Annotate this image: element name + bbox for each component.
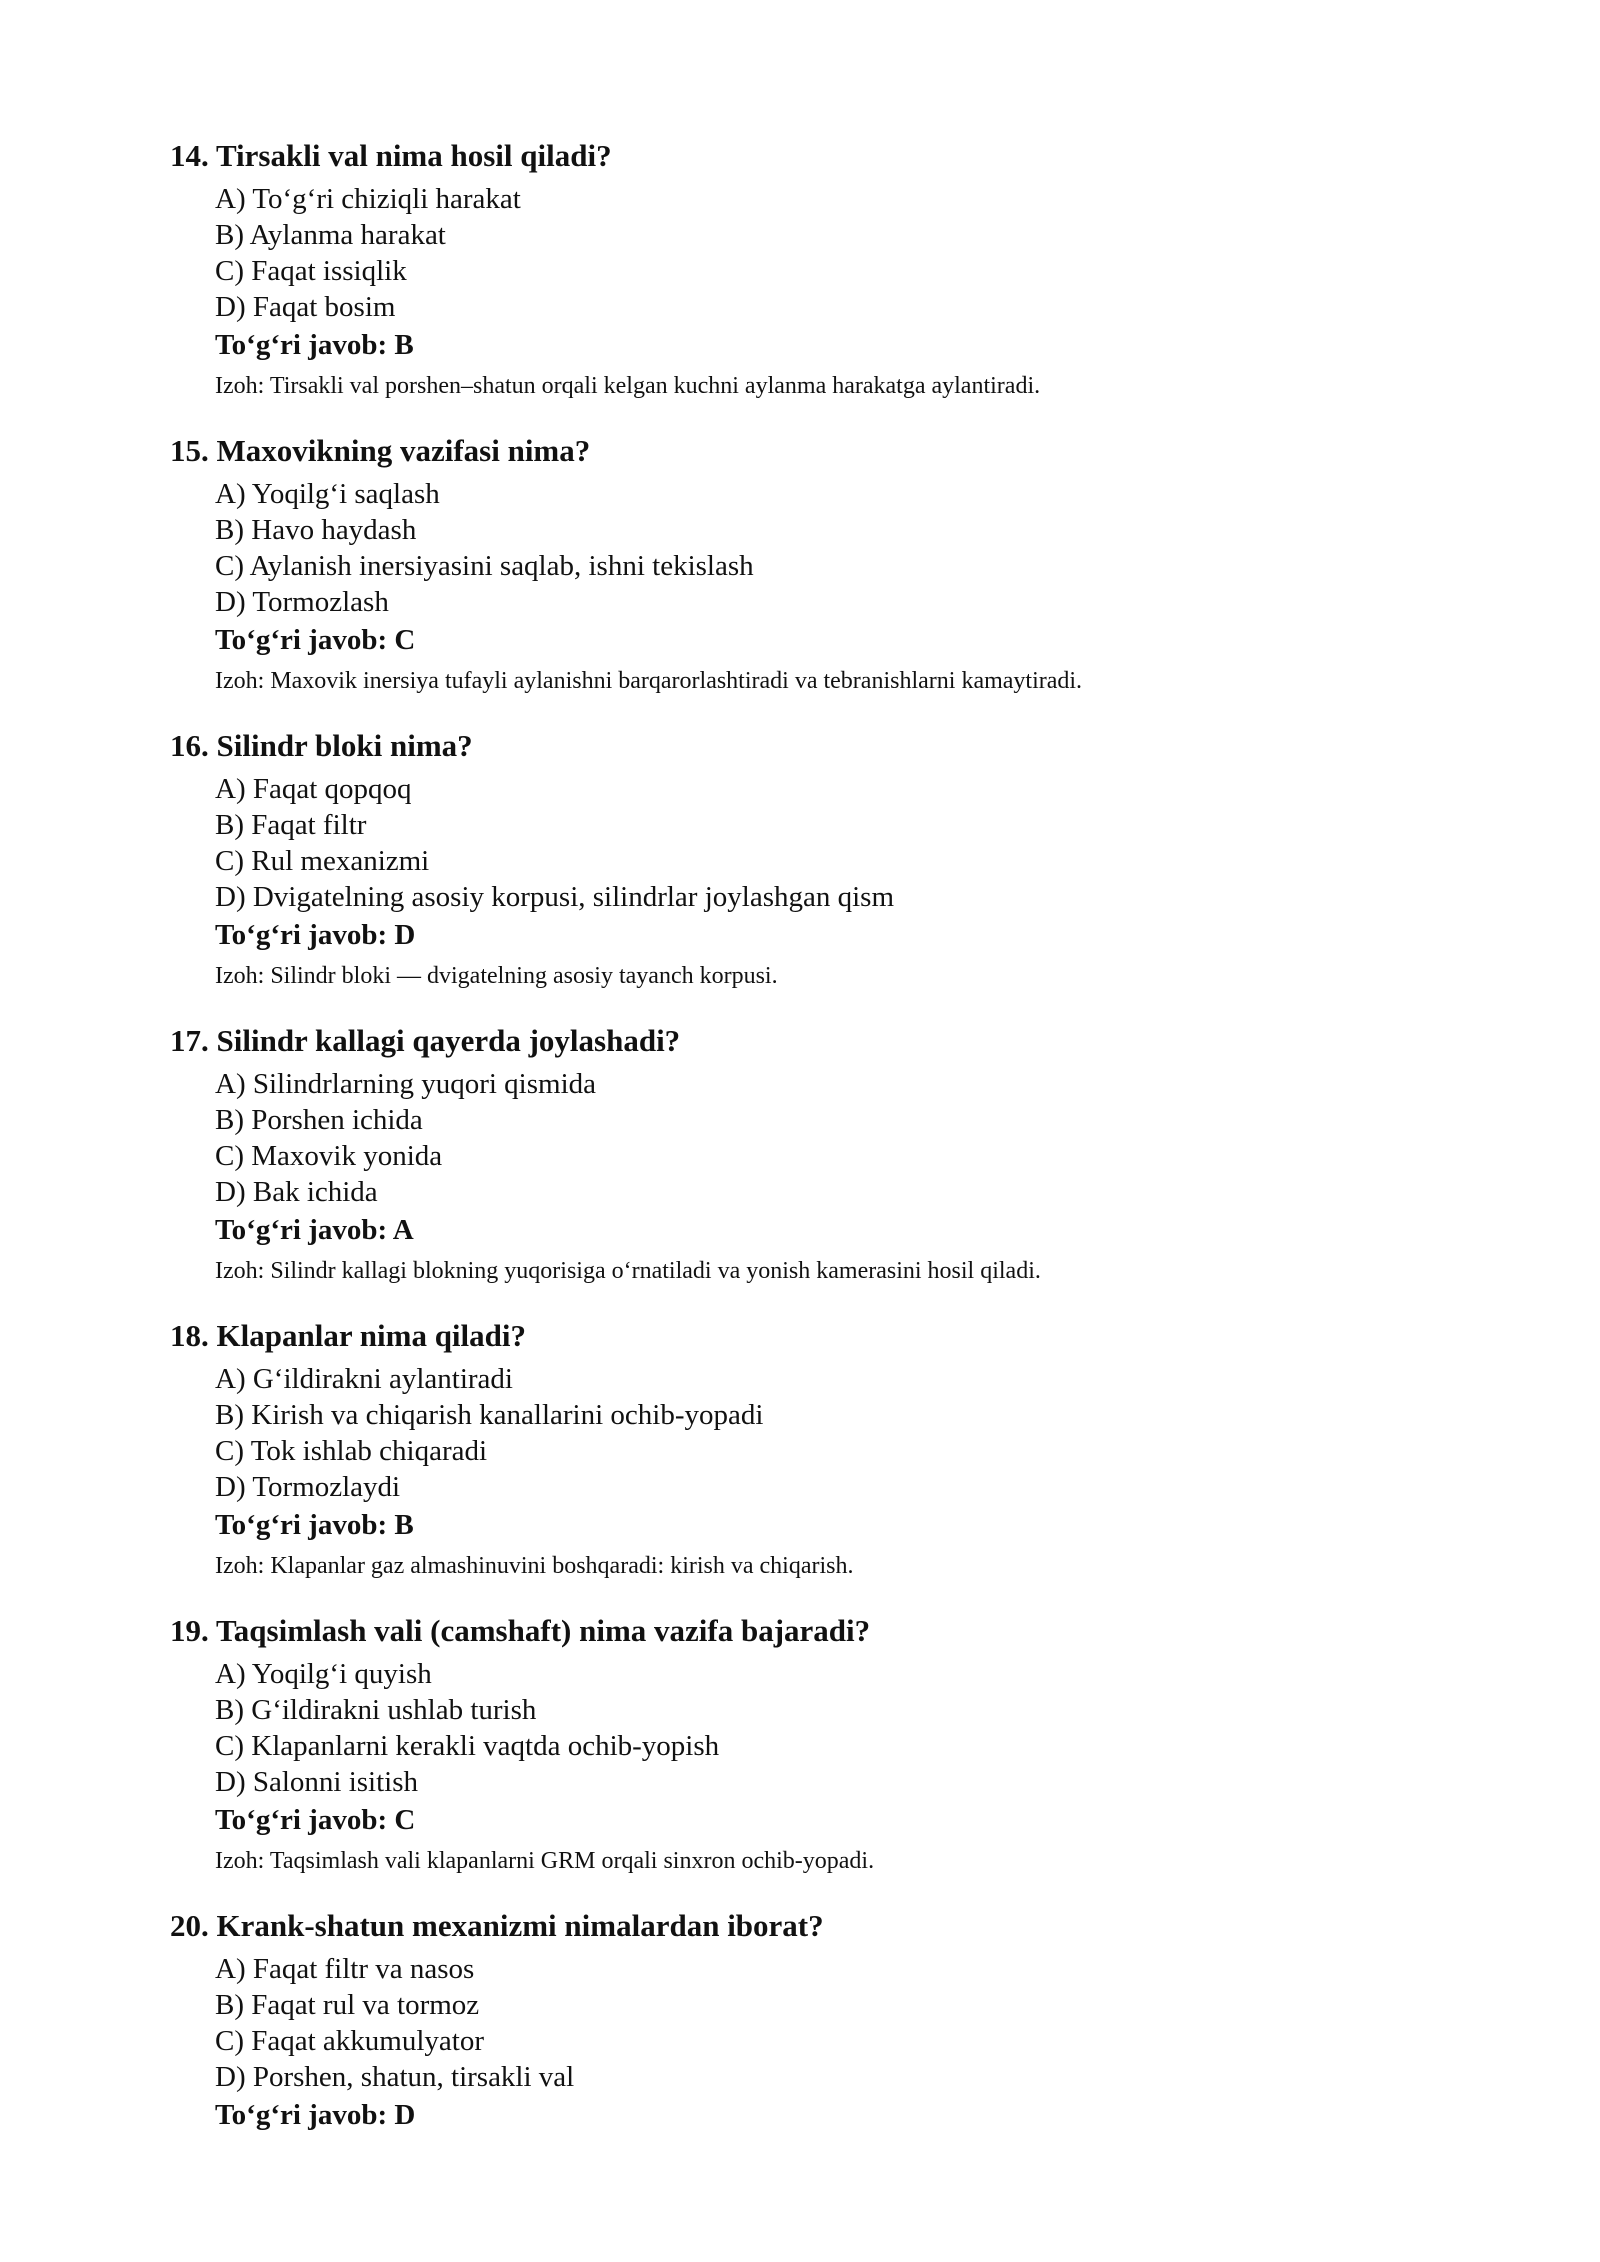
explanation: Izoh: Klapanlar gaz almashinuvini boshqaradi: kirish va chiqarish. [215, 1553, 854, 1579]
question-block [0, 136, 1600, 431]
question-block [0, 1906, 1600, 2201]
explanation: Izoh: Maxovik inersiya tufayli aylanishni barqarorlashtiradi va tebranishlarni kamaytiradi. [215, 668, 1083, 694]
option-a: A) Yoqilg‘i quyish [215, 1658, 432, 1690]
options-list [215, 1951, 574, 2095]
correct-answer: To‘g‘ri javob: B [215, 329, 414, 361]
option-d: D) Bak ichida [215, 1176, 378, 1208]
option-b: B) Havo haydash [215, 514, 417, 546]
options-list [215, 476, 754, 620]
correct-answer: To‘g‘ri javob: C [215, 1804, 416, 1836]
option-d: D) Porshen, shatun, tirsakli val [215, 2061, 575, 2093]
option-c: C) Klapanlarni kerakli vaqtda ochib-yopish [215, 1730, 720, 1762]
option-b: B) Faqat rul va tormoz [215, 1989, 480, 2021]
options-list [215, 1361, 763, 1505]
option-a: A) Faqat filtr va nasos [215, 1953, 475, 1985]
options-list [215, 771, 894, 915]
option-a: A) G‘ildirakni aylantiradi [215, 1363, 513, 1395]
option-b: B) Aylanma harakat [215, 219, 446, 251]
option-c: C) Faqat issiqlik [215, 255, 407, 287]
correct-answer: To‘g‘ri javob: D [215, 919, 416, 951]
explanation: Izoh: Silindr bloki — dvigatelning asosiy tayanch korpusi. [215, 963, 778, 989]
correct-answer: To‘g‘ri javob: D [215, 2099, 416, 2131]
question-block [0, 1021, 1600, 1316]
option-a: A) To‘g‘ri chiziqli harakat [215, 183, 521, 215]
question-title: 20. Krank-shatun mexanizmi nimalardan iborat? [170, 1908, 824, 1943]
option-d: D) Tormozlash [215, 586, 389, 618]
options-list [215, 1066, 596, 1210]
option-b: B) Porshen ichida [215, 1104, 423, 1136]
question-title: 18. Klapanlar nima qiladi? [170, 1318, 527, 1353]
question-block [0, 431, 1600, 726]
explanation: Izoh: Tirsakli val porshen–shatun orqali kelgan kuchni aylanma harakatga aylantiradi. [215, 373, 1041, 399]
question-block [0, 726, 1600, 1021]
option-d: D) Tormozlaydi [215, 1471, 401, 1503]
option-b: B) G‘ildirakni ushlab turish [215, 1694, 537, 1726]
option-d: D) Dvigatelning asosiy korpusi, silindrlar joylashgan qism [215, 881, 895, 913]
option-c: C) Tok ishlab chiqaradi [215, 1435, 488, 1467]
explanation: Izoh: Taqsimlash vali klapanlarni GRM orqali sinxron ochib-yopadi. [215, 1848, 875, 1874]
options-list [215, 1656, 719, 1800]
question-title: 15. Maxovikning vazifasi nima? [170, 433, 591, 468]
options-list [215, 181, 521, 325]
question-block [0, 1611, 1600, 1906]
option-a: A) Yoqilg‘i saqlash [215, 478, 440, 510]
option-c: C) Maxovik yonida [215, 1140, 443, 1172]
option-c: C) Faqat akkumulyator [215, 2025, 485, 2057]
option-c: C) Aylanish inersiyasini saqlab, ishni tekislash [215, 550, 754, 582]
question-title: 14. Tirsakli val nima hosil qiladi? [170, 138, 612, 173]
explanation: Izoh: Silindr kallagi blokning yuqorisiga o‘rnatiladi va yonish kamerasini hosil qiladi. [215, 1258, 1041, 1284]
question-title: 17. Silindr kallagi qayerda joylashadi? [170, 1023, 681, 1058]
correct-answer: To‘g‘ri javob: A [215, 1214, 414, 1246]
option-d: D) Salonni isitish [215, 1766, 419, 1798]
option-d: D) Faqat bosim [215, 291, 396, 323]
option-b: B) Kirish va chiqarish kanallarini ochib-yopadi [215, 1399, 764, 1431]
question-title: 16. Silindr bloki nima? [170, 728, 473, 763]
option-a: A) Silindrlarning yuqori qismida [215, 1068, 596, 1100]
question-block [0, 1316, 1600, 1611]
option-a: A) Faqat qopqoq [215, 773, 412, 805]
question-title: 19. Taqsimlash vali (camshaft) nima vazifa bajaradi? [170, 1613, 871, 1648]
option-b: B) Faqat filtr [215, 809, 367, 841]
option-c: C) Rul mexanizmi [215, 845, 430, 877]
correct-answer: To‘g‘ri javob: C [215, 624, 416, 656]
correct-answer: To‘g‘ri javob: B [215, 1509, 414, 1541]
